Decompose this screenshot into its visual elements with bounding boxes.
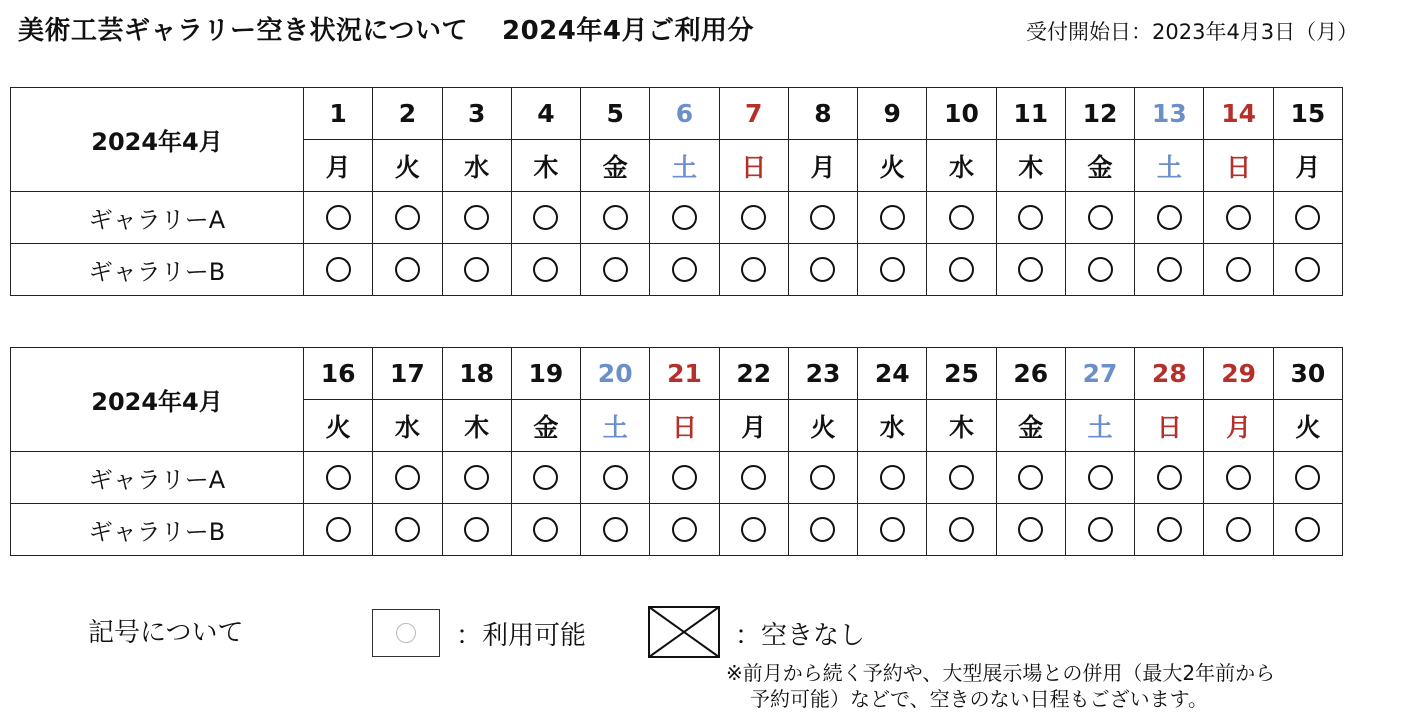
weekday-cell: 日 <box>719 140 788 192</box>
date-cell: 5 <box>581 88 650 140</box>
availability-cell <box>1204 244 1273 296</box>
date-cell: 8 <box>788 88 857 140</box>
availability-cell <box>650 504 719 556</box>
weekday-cell: 木 <box>996 140 1065 192</box>
date-cell: 2 <box>373 88 442 140</box>
available-circle-icon <box>1157 205 1182 230</box>
legend-unavailable-label: ：空きなし <box>735 621 866 651</box>
date-cell: 3 <box>442 88 511 140</box>
available-circle-icon <box>326 205 351 230</box>
weekday-cell: 木 <box>442 400 511 452</box>
availability-cell <box>1204 452 1273 504</box>
availability-cell <box>373 504 442 556</box>
available-circle-icon <box>1088 465 1113 490</box>
gallery-row <box>11 244 1343 296</box>
date-cell: 27 <box>1065 348 1134 400</box>
available-circle-icon <box>326 257 351 282</box>
available-circle-icon <box>741 257 766 282</box>
available-circle-icon <box>672 517 697 542</box>
weekday-cell: 水 <box>442 140 511 192</box>
available-circle-icon <box>949 205 974 230</box>
available-circle-icon <box>395 517 420 542</box>
availability-cell <box>1135 192 1204 244</box>
date-cell: 9 <box>858 88 927 140</box>
available-circle-icon <box>1226 205 1251 230</box>
available-circle-icon <box>1088 517 1113 542</box>
availability-cell <box>1135 452 1204 504</box>
available-circle-icon <box>880 517 905 542</box>
weekday-cell: 月 <box>719 400 788 452</box>
availability-cell <box>511 504 580 556</box>
available-circle-icon <box>880 205 905 230</box>
available-circle-icon <box>1157 257 1182 282</box>
availability-cell <box>1273 504 1342 556</box>
weekday-cell: 金 <box>996 400 1065 452</box>
gallery-name: ギャラリーB <box>11 504 304 556</box>
available-circle-icon <box>395 465 420 490</box>
availability-cell <box>858 244 927 296</box>
availability-cell <box>581 452 650 504</box>
date-cell: 19 <box>511 348 580 400</box>
weekday-cell: 土 <box>1065 400 1134 452</box>
availability-cell <box>927 244 996 296</box>
legend-available-symbol <box>372 609 440 657</box>
legend-note-line1: ※前月から続く予約や、大型展示場との併用（最大2年前から <box>726 661 1276 685</box>
availability-cell <box>996 452 1065 504</box>
available-circle-icon <box>741 205 766 230</box>
available-circle-icon <box>741 465 766 490</box>
date-cell: 6 <box>650 88 719 140</box>
availability-cell <box>1273 452 1342 504</box>
date-row <box>11 88 1343 140</box>
available-circle-icon <box>464 257 489 282</box>
availability-cell <box>858 452 927 504</box>
available-circle-icon <box>326 465 351 490</box>
available-circle-icon <box>1295 465 1320 490</box>
availability-cell <box>996 244 1065 296</box>
available-circle-icon <box>1226 257 1251 282</box>
available-circle-icon <box>949 257 974 282</box>
availability-cell <box>996 192 1065 244</box>
date-cell: 24 <box>858 348 927 400</box>
date-cell: 16 <box>304 348 373 400</box>
availability-cell <box>373 452 442 504</box>
available-circle-icon <box>810 517 835 542</box>
availability-cell <box>511 192 580 244</box>
availability-cell <box>373 192 442 244</box>
reception-start-date: 受付開始日：2023年4月3日（月） <box>1026 20 1359 44</box>
legend-note-line2: 予約可能）などで、空きのない日程もございます。 <box>750 687 1208 711</box>
availability-cell <box>719 452 788 504</box>
availability-cell <box>788 452 857 504</box>
weekday-cell: 水 <box>858 400 927 452</box>
month-label: 2024年4月 <box>11 348 304 452</box>
available-circle-icon <box>1157 465 1182 490</box>
availability-cell <box>650 192 719 244</box>
weekday-cell: 金 <box>581 140 650 192</box>
weekday-cell: 日 <box>650 400 719 452</box>
gallery-name: ギャラリーB <box>11 244 304 296</box>
available-circle-icon <box>1295 517 1320 542</box>
weekday-cell: 月 <box>788 140 857 192</box>
available-circle-icon <box>533 517 558 542</box>
available-circle-icon <box>395 257 420 282</box>
weekday-cell: 金 <box>511 400 580 452</box>
availability-cell <box>1135 504 1204 556</box>
weekday-cell: 木 <box>927 400 996 452</box>
availability-cell <box>719 192 788 244</box>
availability-cell <box>581 244 650 296</box>
date-cell: 30 <box>1273 348 1342 400</box>
gallery-row <box>11 452 1343 504</box>
legend-title: 記号について <box>88 618 244 648</box>
weekday-cell: 水 <box>373 400 442 452</box>
available-circle-icon <box>810 465 835 490</box>
date-cell: 14 <box>1204 88 1273 140</box>
date-cell: 21 <box>650 348 719 400</box>
availability-cell <box>858 504 927 556</box>
available-circle-icon <box>1018 517 1043 542</box>
availability-cell <box>650 452 719 504</box>
availability-cell <box>304 192 373 244</box>
available-circle-icon <box>464 517 489 542</box>
date-cell: 15 <box>1273 88 1342 140</box>
availability-table-second-half <box>10 347 1343 556</box>
available-circle-icon <box>880 257 905 282</box>
availability-cell <box>788 192 857 244</box>
weekday-cell: 土 <box>581 400 650 452</box>
availability-cell <box>1065 452 1134 504</box>
weekday-cell: 日 <box>1204 140 1273 192</box>
available-circle-icon <box>1088 205 1113 230</box>
availability-cell <box>788 504 857 556</box>
month-label: 2024年4月 <box>11 88 304 192</box>
availability-cell <box>788 244 857 296</box>
date-cell: 29 <box>1204 348 1273 400</box>
date-cell: 10 <box>927 88 996 140</box>
weekday-cell: 月 <box>1273 140 1342 192</box>
date-cell: 25 <box>927 348 996 400</box>
availability-cell <box>927 452 996 504</box>
availability-cell <box>1065 504 1134 556</box>
available-circle-icon <box>1088 257 1113 282</box>
available-circle-icon <box>603 205 628 230</box>
available-circle-icon <box>672 257 697 282</box>
availability-cell <box>1273 244 1342 296</box>
page-title-main: 美術工芸ギャラリー空き状況について <box>18 16 468 46</box>
weekday-cell: 火 <box>858 140 927 192</box>
available-circle-icon <box>1018 205 1043 230</box>
available-circle-icon <box>1018 465 1043 490</box>
available-circle-icon <box>603 517 628 542</box>
available-circle-icon <box>1157 517 1182 542</box>
date-row <box>11 348 1343 400</box>
date-cell: 13 <box>1135 88 1204 140</box>
weekday-cell: 土 <box>650 140 719 192</box>
weekday-cell: 火 <box>373 140 442 192</box>
available-circle-icon <box>603 465 628 490</box>
availability-cell <box>373 244 442 296</box>
available-circle-icon <box>533 257 558 282</box>
available-circle-icon <box>533 465 558 490</box>
availability-cell <box>304 244 373 296</box>
available-circle-icon <box>741 517 766 542</box>
date-cell: 12 <box>1065 88 1134 140</box>
available-circle-icon <box>395 205 420 230</box>
available-circle-icon <box>396 623 416 643</box>
date-cell: 4 <box>511 88 580 140</box>
availability-cell <box>719 244 788 296</box>
availability-cell <box>927 504 996 556</box>
availability-cell <box>511 244 580 296</box>
availability-cell <box>442 192 511 244</box>
weekday-cell: 水 <box>927 140 996 192</box>
available-circle-icon <box>810 257 835 282</box>
available-circle-icon <box>672 205 697 230</box>
availability-cell <box>581 192 650 244</box>
available-circle-icon <box>1226 465 1251 490</box>
date-cell: 28 <box>1135 348 1204 400</box>
available-circle-icon <box>949 465 974 490</box>
availability-cell <box>581 504 650 556</box>
page-title <box>18 10 754 47</box>
availability-cell <box>304 504 373 556</box>
availability-cell <box>1135 244 1204 296</box>
gallery-row <box>11 504 1343 556</box>
date-cell: 1 <box>304 88 373 140</box>
availability-cell <box>1065 244 1134 296</box>
availability-cell <box>858 192 927 244</box>
available-circle-icon <box>464 205 489 230</box>
date-cell: 23 <box>788 348 857 400</box>
date-cell: 22 <box>719 348 788 400</box>
available-circle-icon <box>1295 205 1320 230</box>
gallery-name: ギャラリーA <box>11 192 304 244</box>
gallery-name: ギャラリーA <box>11 452 304 504</box>
availability-cell <box>927 192 996 244</box>
available-circle-icon <box>464 465 489 490</box>
weekday-cell: 木 <box>511 140 580 192</box>
weekday-cell: 火 <box>304 400 373 452</box>
legend-available-label: ：利用可能 <box>456 621 587 651</box>
availability-cell <box>511 452 580 504</box>
date-cell: 26 <box>996 348 1065 400</box>
available-circle-icon <box>1295 257 1320 282</box>
available-circle-icon <box>533 205 558 230</box>
availability-cell <box>1204 504 1273 556</box>
availability-cell <box>442 452 511 504</box>
weekday-cell: 金 <box>1065 140 1134 192</box>
available-circle-icon <box>949 517 974 542</box>
legend-unavailable-symbol <box>648 606 720 658</box>
legend-note <box>726 660 1275 712</box>
availability-cell <box>442 504 511 556</box>
available-circle-icon <box>1226 517 1251 542</box>
gallery-row <box>11 192 1343 244</box>
available-circle-icon <box>326 517 351 542</box>
availability-cell <box>1204 192 1273 244</box>
date-cell: 18 <box>442 348 511 400</box>
weekday-cell: 土 <box>1135 140 1204 192</box>
availability-table-first-half <box>10 87 1343 296</box>
page-title-month: 2024年4月ご利用分 <box>501 16 754 46</box>
availability-cell <box>304 452 373 504</box>
available-circle-icon <box>810 205 835 230</box>
date-cell: 7 <box>719 88 788 140</box>
available-circle-icon <box>880 465 905 490</box>
available-circle-icon <box>672 465 697 490</box>
availability-cell <box>1065 192 1134 244</box>
weekday-cell: 月 <box>1204 400 1273 452</box>
availability-cell <box>650 244 719 296</box>
date-cell: 11 <box>996 88 1065 140</box>
availability-cell <box>719 504 788 556</box>
availability-cell <box>442 244 511 296</box>
availability-cell <box>996 504 1065 556</box>
available-circle-icon <box>1018 257 1043 282</box>
date-cell: 20 <box>581 348 650 400</box>
weekday-cell: 火 <box>788 400 857 452</box>
weekday-cell: 月 <box>304 140 373 192</box>
weekday-cell: 日 <box>1135 400 1204 452</box>
availability-cell <box>1273 192 1342 244</box>
date-cell: 17 <box>373 348 442 400</box>
weekday-cell: 火 <box>1273 400 1342 452</box>
available-circle-icon <box>603 257 628 282</box>
